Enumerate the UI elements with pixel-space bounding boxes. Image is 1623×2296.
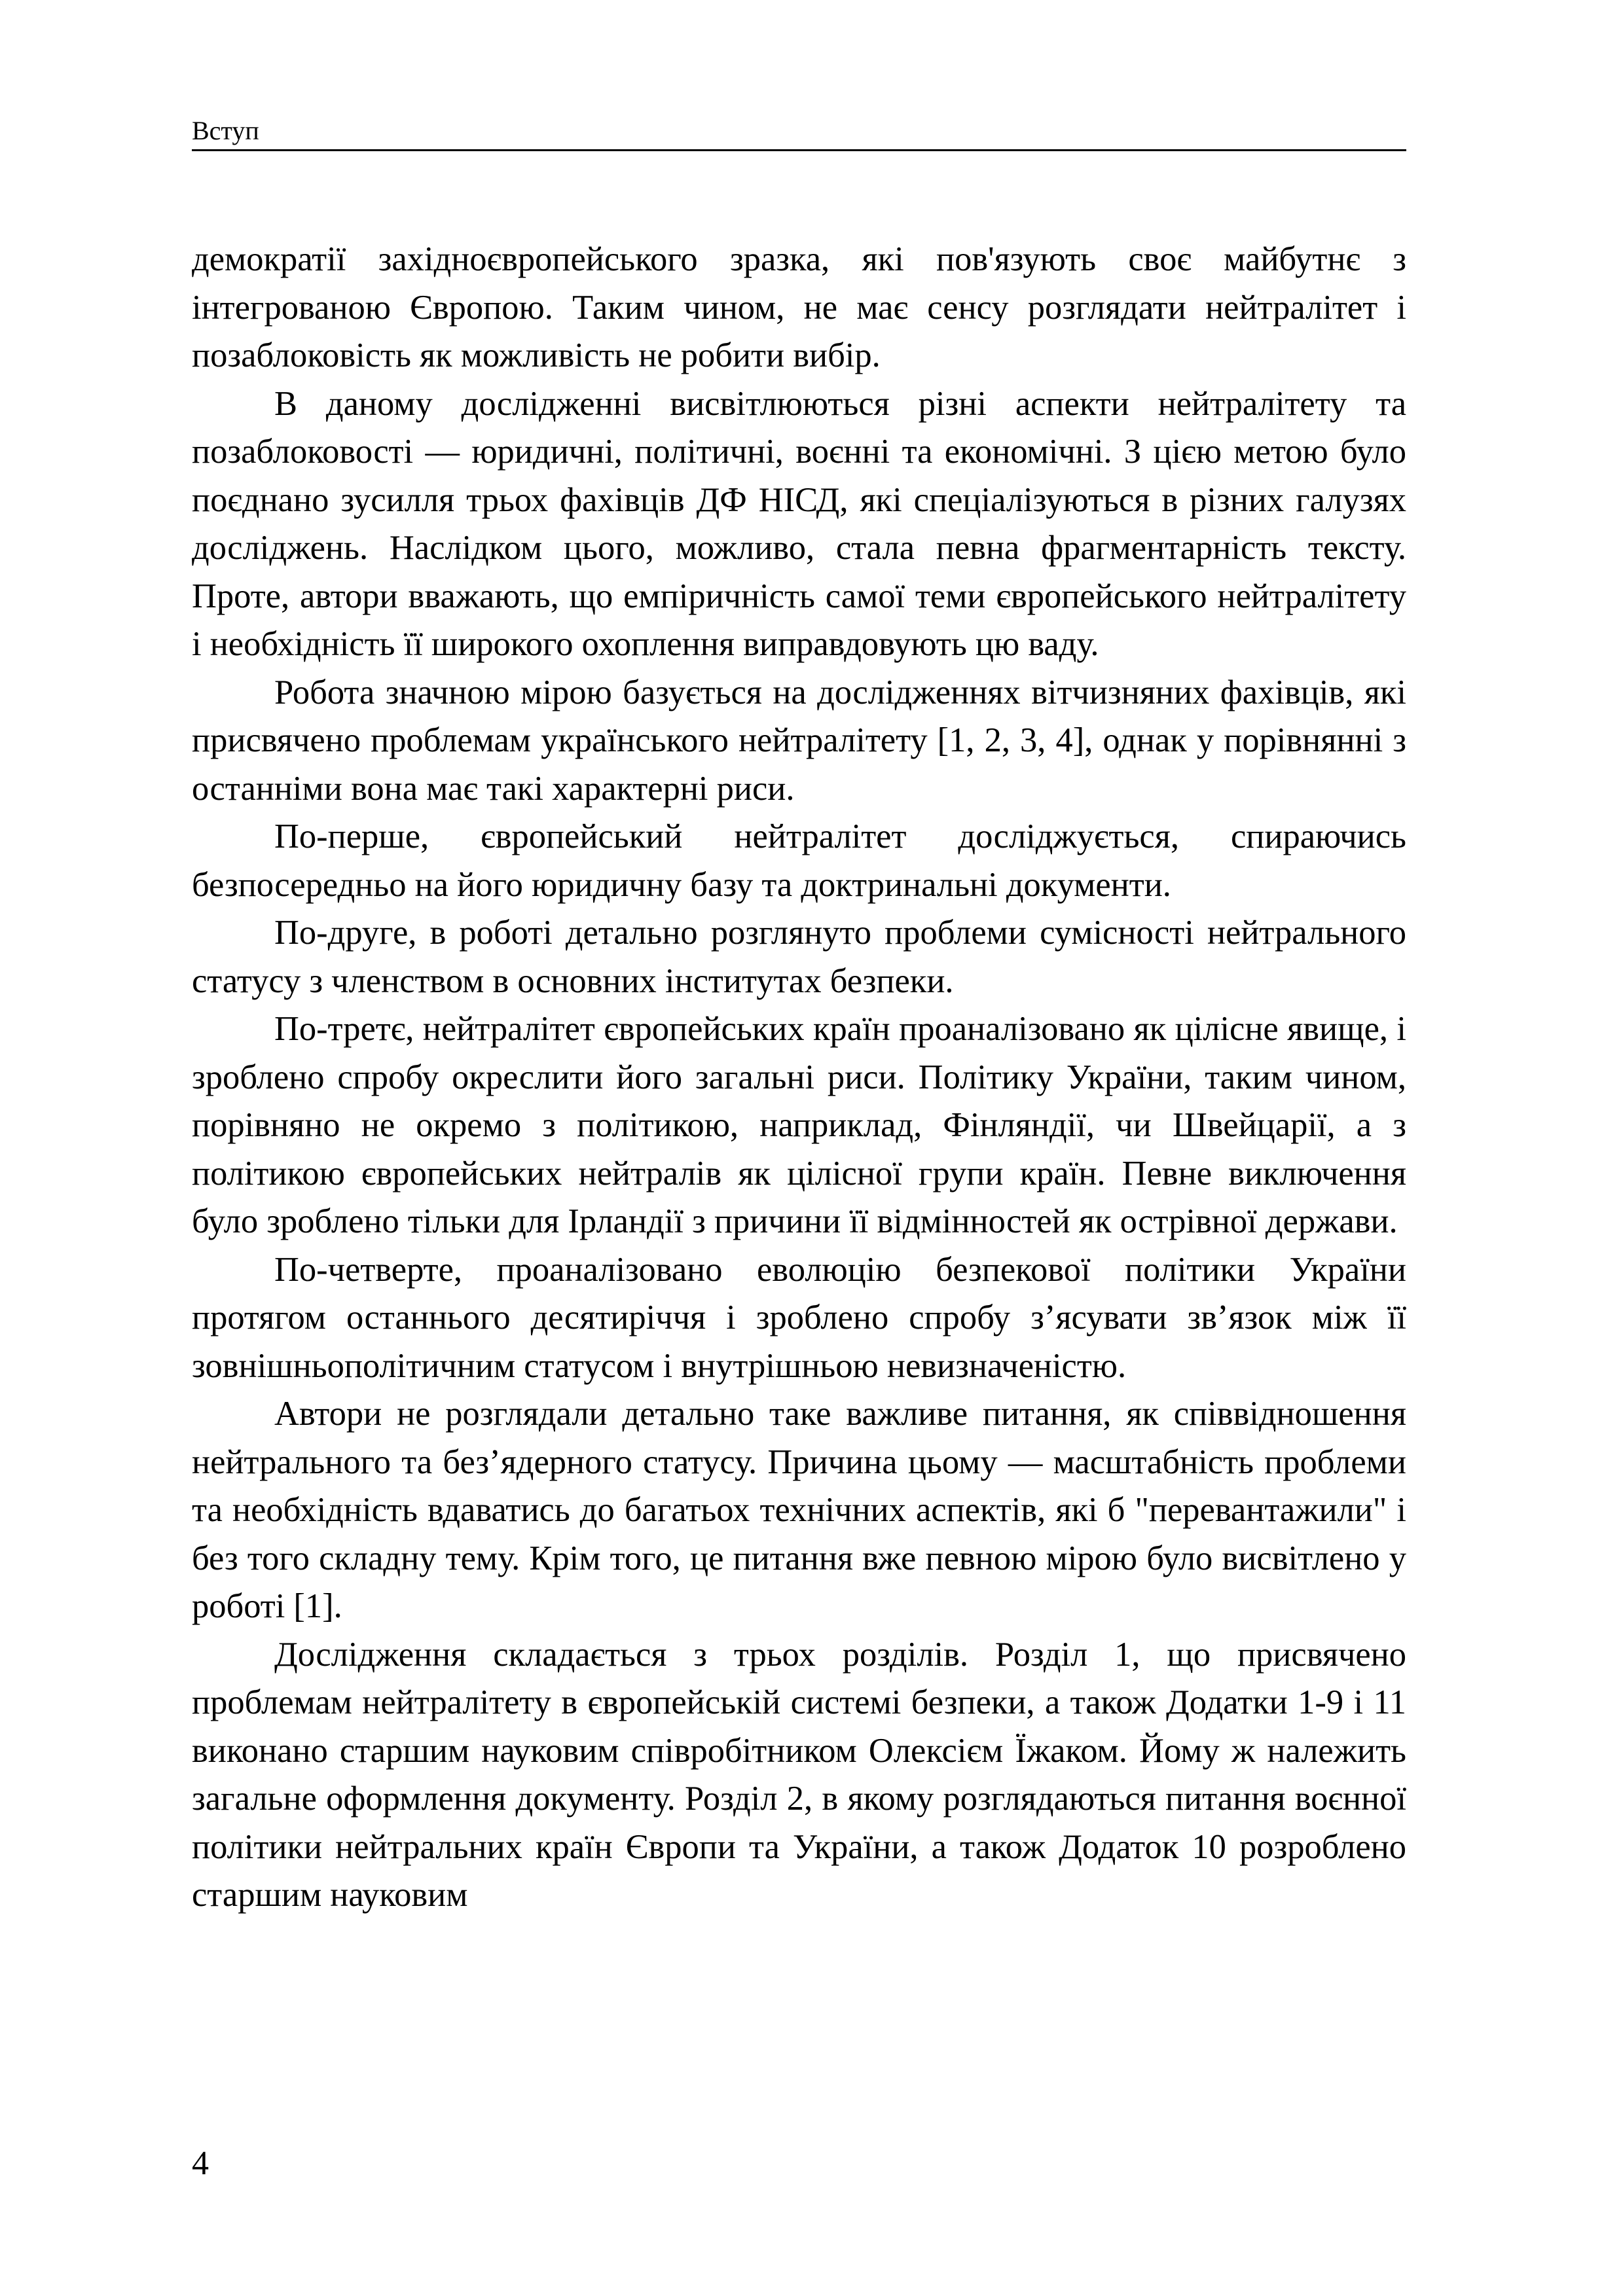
paragraph-first-feature: По-перше, європейський нейтралітет досліджується, спираючись безпосередньо на його юридичну базу та доктринальні документи. (192, 817, 1406, 904)
paragraph-fourth-feature: По-четверте, проаналізовано еволюцію безпекової політики України протягом останнього десятиріччя і зроблено спробу з’ясувати зв’язок між її зовнішньополітичним статусом і внутрішньою невизначеністю. (192, 1250, 1406, 1385)
running-header-title: Вступ (192, 116, 259, 145)
paragraph-second-feature: По-друге, в роботі детально розглянуто проблеми сумісності нейтрального статусу з членством в основних інститутах безпеки. (192, 914, 1406, 1000)
paragraph-domestic-research: Робота значною мірою базується на дослідженнях вітчизняних фахівців, які присвячено проблемам українського нейтралітету [1, 2, 3, 4], однак у порівнянні з останніми вона має такі характерні риси. (192, 673, 1406, 808)
paragraph-structure: Дослідження складається з трьох розділів. Розділ 1, що присвячено проблемам нейтралітету в європейській системі безпеки, а також Додатки 1-9 і 11 виконано старшим науковим співробітником Олексієм Їжаком. Йому ж належить загальне оформлення документу. Розділ 2, в якому розглядаються питання воєнної політики нейтральних країн Європи та України, а також Додаток 10 розроблено старшим науковим (192, 1635, 1406, 1914)
paragraph-third-feature: По-третє, нейтралітет європейських країн проаналізовано як цілісне явище, і зроблено спробу окреслити його загальні риси. Політику України, таким чином, порівняно не окремо з політикою, наприклад, Фінляндії, чи Швейцарії, а з політикою європейських нейтралів як цілісної групи країн. Певне виключення було зроблено тільки для Ірландії з причини її відмінностей як острівної держави. (192, 1010, 1406, 1240)
paragraph-nuclear-free-status: Автори не розглядали детально таке важливе питання, як співвідношення нейтрального та без’ядерного статусу. Причина цьому — масштабність проблеми та необхідність вдаватись до багатьох технічних аспектів, які б "перевантажили" і без того складну тему. Крім того, це питання вже певною мірою було висвітлено у роботі [1]. (192, 1395, 1406, 1625)
page-number: 4 (192, 2145, 209, 2182)
body-text (192, 236, 1406, 1920)
running-header (192, 113, 1406, 151)
paragraph-aspects: В даному дослідженні висвітлюються різні аспекти нейтралітету та позаблоковості — юридичні, політичні, воєнні та економічні. З цією метою було поєднано зусилля трьох фахівців ДФ НІСД, які спеціалізуються в різних галузях досліджень. Наслідком цього, можливо, стала певна фрагментарність тексту. Проте, автори вважають, що емпіричність самої теми європейського нейтралітету і необхідність її широкого охоплення виправдовують цю ваду. (192, 384, 1406, 663)
paragraph-continuation: демократії західноєвропейського зразка, які пов'язують своє майбутнє з інтегрованою Європою. Таким чином, не має сенсу розглядати нейтралітет і позаблоковість як можливість не робити вибір. (192, 240, 1406, 374)
